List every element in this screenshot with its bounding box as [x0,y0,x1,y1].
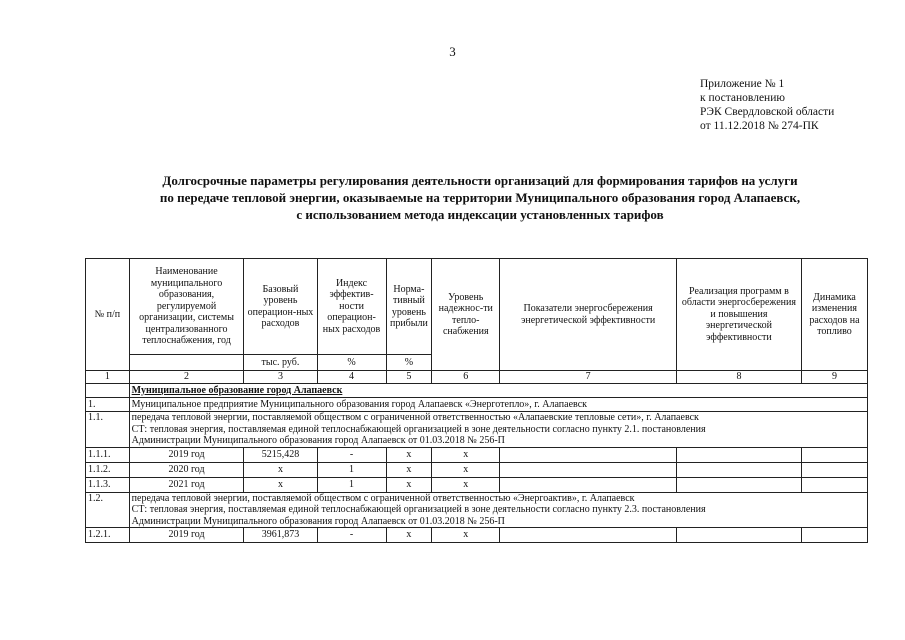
table-row [86,447,868,462]
row-norm: x [386,528,432,543]
sub-line: передача тепловой энергии, поставляемой обществом с ограниченной ответственностью «Энергоактив», г. Алапаевск [131,492,635,504]
row-dynamics [801,447,867,462]
sub-num: 1.2. [86,492,130,528]
header-dynamics: Динамика изменения расходов на топливо [801,259,867,371]
row-base: x [244,477,317,492]
sub-line: СТ: тепловая энергия, поставляемая единой теплоснабжающей организацией в зоне деятельности согласно пункту 2.1. постановления [131,423,706,435]
row-reliability: x [432,462,500,477]
units-index: % [317,355,386,371]
title-line: с использованием метода индексации установленных тарифов [296,207,664,222]
row-energy [500,447,677,462]
section-num [86,384,130,398]
units-name [129,355,244,371]
title-line: Долгосрочные параметры регулирования деятельности организаций для формирования тарифов на услуги [162,173,798,188]
table-row [86,462,868,477]
section-title: Муниципальное образование город Алапаевск [129,384,867,398]
row-reliability: x [432,477,500,492]
row-programs [676,462,801,477]
row-index: 1 [317,477,386,492]
row-year: 2019 год [129,528,244,543]
row-num: 1.1.2. [86,462,130,477]
row-index: 1 [317,462,386,477]
col-number: 2 [129,371,244,384]
sub-line: СТ: тепловая энергия, поставляемая единой теплоснабжающей организацией в зоне деятельности согласно пункту 2.3. постановления [131,504,706,515]
row-year: 2019 год [129,447,244,462]
appendix-block [700,77,834,133]
units-norm: % [386,355,432,371]
row-base: x [244,462,317,477]
header-name: Наименование муниципального образования, регулируемой организации, системы централизованного теплоснабжения, год [129,259,244,355]
appendix-line: Приложение № 1 [700,78,785,90]
row-index: - [317,447,386,462]
row-energy [500,528,677,543]
row-dynamics [801,528,867,543]
table-row [86,477,868,492]
header-num: № п/п [86,259,130,371]
row-dynamics [801,477,867,492]
row-base: 3961,873 [244,528,317,543]
appendix-line: от 11.12.2018 № 274-ПК [700,120,819,132]
sub-line: Администрации Муниципального образования город Алапаевск от 01.03.2018 № 256-П [131,515,505,527]
header-base: Базовый уровень операцион-ных расходов [244,259,317,355]
header-energy: Показатели энергосбережения энергетической эффективности [500,259,677,371]
sub-description [129,412,867,448]
sub-line: передача тепловой энергии, поставляемой обществом с ограниченной ответственностью «Алапаевские тепловые сети», г. Алапаевск [131,412,699,423]
row-year: 2020 год [129,462,244,477]
sub-num: 1.1. [86,412,130,448]
row-programs [676,477,801,492]
table-row [86,528,868,543]
row-base: 5215,428 [244,447,317,462]
appendix-line: к постановлению [700,92,785,104]
col-number: 1 [86,371,130,384]
row-energy [500,477,677,492]
row-energy [500,462,677,477]
col-number: 7 [500,371,677,384]
col-number: 9 [801,371,867,384]
row-num: 1.2.1. [86,528,130,543]
row-index: - [317,528,386,543]
units-base: тыс. руб. [244,355,317,371]
col-number: 4 [317,371,386,384]
sub-line: Администрации Муниципального образования город Алапаевск от 01.03.2018 № 256-П [131,435,505,446]
org-num: 1. [86,398,130,412]
parameters-table [85,258,868,543]
appendix-line: РЭК Свердловской области [700,106,835,118]
header-index: Индекс эффектив-ности операцион-ных расходов [317,259,386,355]
col-number: 3 [244,371,317,384]
header-norm: Норма-тивный уровень прибыли [386,259,432,355]
col-number: 6 [432,371,500,384]
row-norm: x [386,477,432,492]
org-name: Муниципальное предприятие Муниципального образования город Алапаевск «Энерготепло», г. Алапаевск [129,398,867,412]
row-year: 2021 год [129,477,244,492]
row-reliability: x [432,447,500,462]
row-norm: x [386,447,432,462]
col-number: 5 [386,371,432,384]
sub-description [129,492,867,528]
row-programs [676,447,801,462]
header-programs: Реализация программ в области энергосбережения и повышения энергетической эффективности [676,259,801,371]
row-programs [676,528,801,543]
page-number: 3 [449,44,456,59]
row-reliability: x [432,528,500,543]
row-dynamics [801,462,867,477]
col-number: 8 [676,371,801,384]
row-norm: x [386,462,432,477]
title-line: по передаче тепловой энергии, оказываемые на территории Муниципального образования город Алапаевск, [159,190,801,205]
document-title [60,172,900,223]
row-num: 1.1.3. [86,477,130,492]
row-num: 1.1.1. [86,447,130,462]
header-reliability: Уровень надежнос-ти тепло-снабжения [432,259,500,371]
